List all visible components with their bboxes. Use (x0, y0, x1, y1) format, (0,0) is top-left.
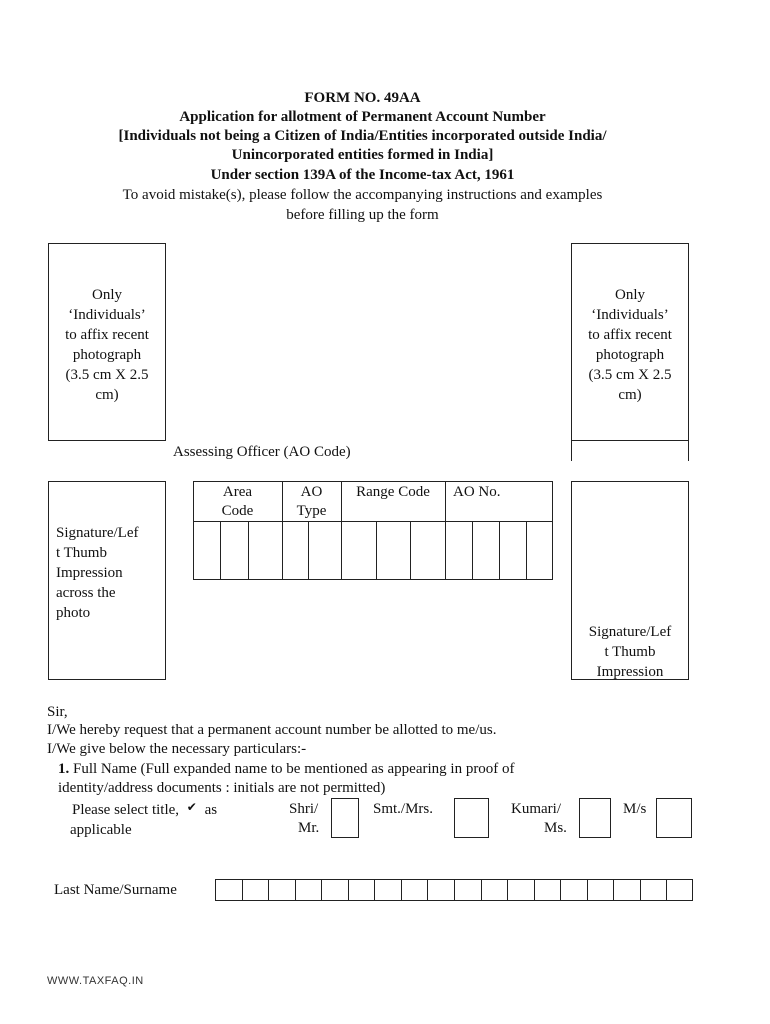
right-connector (571, 441, 689, 461)
ao-code-label: Assessing Officer (AO Code) (173, 444, 351, 460)
photo-right-line: cm) (618, 387, 642, 403)
item1-line1 (58, 760, 515, 779)
area-code-cell[interactable] (220, 521, 221, 580)
request-text: I/We hereby request that a permanent account number be allotted to me/us. (47, 722, 497, 738)
ao-code-table (193, 481, 553, 581)
particulars-text: I/We give below the necessary particulars:- (47, 741, 307, 757)
surname-char-box[interactable] (242, 880, 243, 900)
shri-checkbox[interactable] (331, 798, 359, 838)
signature-box-right[interactable] (571, 481, 689, 680)
surname-char-box[interactable] (401, 880, 402, 900)
photo-left-line: to affix recent (65, 327, 149, 343)
surname-char-box[interactable] (587, 880, 588, 900)
surname-char-box[interactable] (295, 880, 296, 900)
photo-left-line: photograph (72, 347, 142, 363)
signature-left-line: across the (56, 585, 116, 601)
ao-type-header: Type (296, 503, 327, 519)
area-code-header: Area (222, 484, 253, 500)
form-subtitle-line1: [Individuals not being a Citizen of India/Entities incorporated outside India/ (118, 128, 607, 144)
range-code-header: Range Code (356, 484, 430, 500)
smt-label: Smt./Mrs. (373, 801, 434, 817)
kumari-label-2: Ms. (544, 820, 567, 836)
signature-right-line: t Thumb (604, 644, 656, 660)
shri-label-1: Shri/ (289, 801, 319, 817)
signature-right-line: Signature/Lef (588, 624, 672, 640)
surname-label: Last Name/Surname (54, 882, 177, 898)
surname-char-box[interactable] (481, 880, 482, 900)
range-code-cell[interactable] (410, 521, 411, 580)
surname-char-box[interactable] (374, 880, 375, 900)
check-icon: ✔ (186, 800, 197, 814)
title-select-label: Please select title, ✔ as (72, 800, 218, 818)
title-select-applicable: applicable (70, 822, 132, 838)
signature-right-line: Impression (596, 664, 664, 680)
photo-left-line: Only (92, 287, 122, 303)
kumari-checkbox[interactable] (579, 798, 611, 838)
photo-left-line: cm) (95, 387, 119, 403)
item1-number: 1. (58, 761, 70, 777)
kumari-label-1: Kumari/ (511, 801, 561, 817)
form-number: FORM NO. 49AA (304, 90, 421, 106)
surname-char-box[interactable] (348, 880, 349, 900)
surname-char-box[interactable] (560, 880, 561, 900)
photo-right-line: photograph (595, 347, 665, 363)
ao-no-cell[interactable] (526, 521, 527, 580)
photo-right-line: (3.5 cm X 2.5 (588, 367, 672, 383)
surname-char-box[interactable] (613, 880, 614, 900)
surname-char-box[interactable] (454, 880, 455, 900)
signature-left-line: Impression (56, 565, 123, 581)
instruction-line1: To avoid mistake(s), please follow the accompanying instructions and examples (122, 187, 603, 203)
photo-box-left (48, 243, 166, 441)
surname-char-box[interactable] (427, 880, 428, 900)
ao-type-cell[interactable] (308, 521, 309, 580)
ms-label: M/s (623, 801, 647, 817)
instruction-line2: before filling up the form (286, 207, 439, 223)
ao-type-header: AO (300, 484, 323, 500)
area-code-header: Code (221, 503, 254, 519)
ao-no-cell[interactable] (499, 521, 500, 580)
ms-checkbox[interactable] (656, 798, 692, 838)
signature-left-line: t Thumb (56, 545, 107, 561)
item1-text: Full Name (Full expanded name to be mentioned as appearing in proof of (73, 761, 515, 777)
surname-input-boxes[interactable] (215, 879, 693, 901)
photo-left-line: (3.5 cm X 2.5 (65, 367, 149, 383)
photo-box-right (571, 243, 689, 441)
photo-right-line: ‘Individuals’ (591, 307, 669, 323)
surname-char-box[interactable] (666, 880, 667, 900)
form-subtitle-line2: Unincorporated entities formed in India] (231, 147, 494, 163)
form-title: Application for allotment of Permanent Account Number (179, 109, 546, 125)
signature-box-left[interactable] (48, 481, 166, 680)
surname-char-box[interactable] (321, 880, 322, 900)
photo-right-line: Only (615, 287, 645, 303)
surname-char-box[interactable] (268, 880, 269, 900)
form-section: Under section 139A of the Income-tax Act, 1961 (210, 167, 515, 183)
surname-char-box[interactable] (534, 880, 535, 900)
footer-watermark: WWW.TAXFAQ.IN (47, 975, 144, 987)
area-code-cell[interactable] (248, 521, 249, 580)
salutation: Sir, (47, 704, 68, 720)
signature-left-line: Signature/Lef (56, 525, 139, 541)
range-code-cell[interactable] (376, 521, 377, 580)
ao-no-header: AO No. (453, 484, 501, 500)
photo-right-line: to affix recent (588, 327, 672, 343)
photo-left-line: ‘Individuals’ (68, 307, 146, 323)
surname-char-box[interactable] (640, 880, 641, 900)
item1-line2: identity/address documents : initials are not permitted) (58, 780, 386, 796)
surname-char-box[interactable] (507, 880, 508, 900)
smt-checkbox[interactable] (454, 798, 489, 838)
ao-no-cell[interactable] (472, 521, 473, 580)
signature-left-line: photo (56, 605, 91, 621)
shri-label-2: Mr. (298, 820, 320, 836)
